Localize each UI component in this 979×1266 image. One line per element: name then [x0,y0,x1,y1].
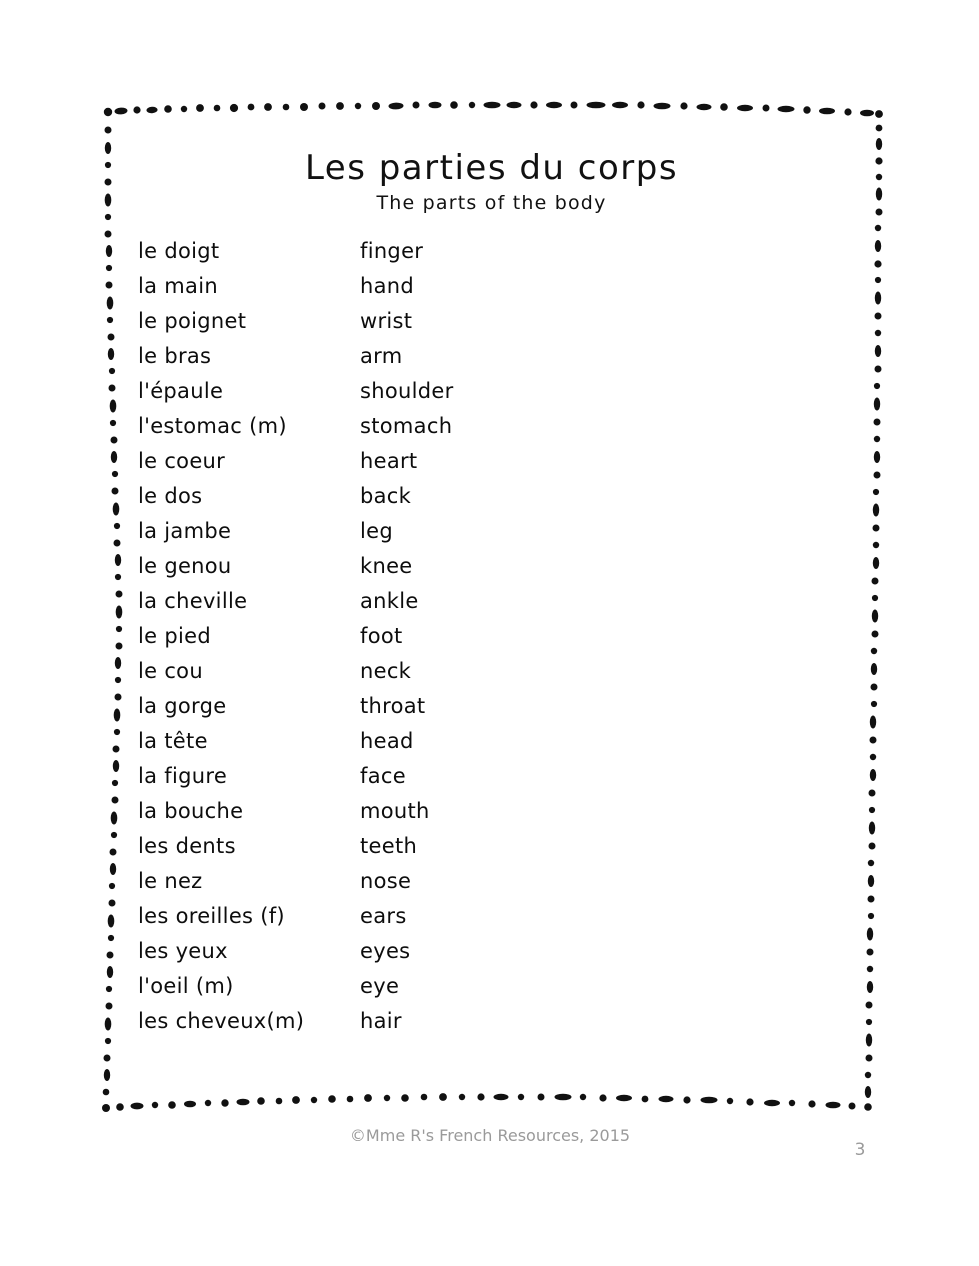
vocab-french: les cheveux(m) [138,1009,305,1033]
vocab-french: le coeur [138,449,226,473]
vocab-english: teeth [360,834,418,858]
vocab-french: la jambe [138,519,232,543]
vocab-french: le poignet [138,309,247,333]
vocab-row [138,939,838,974]
vocab-french: la figure [138,764,228,788]
vocab-english: hand [360,274,415,298]
vocab-french: la gorge [138,694,227,718]
vocab-row [138,484,838,519]
vocab-french: la tête [138,729,208,753]
vocab-row [138,694,838,729]
vocab-row [138,309,838,344]
vocab-english: neck [360,659,412,683]
vocab-english: hair [360,1009,402,1033]
vocab-french: le dos [138,484,203,508]
vocab-french: les oreilles (f) [138,904,285,928]
vocab-row [138,1009,838,1044]
vocab-row [138,519,838,554]
vocab-french: l'oeil (m) [138,974,234,998]
vocab-english: finger [360,239,424,263]
vocab-row [138,974,838,1009]
page-number: 3 [854,1140,866,1160]
vocab-english: mouth [360,799,430,823]
vocab-row [138,449,838,484]
vocab-row [138,764,838,799]
vocab-row [138,834,838,869]
worksheet-content [104,104,879,1112]
vocab-french: la bouche [138,799,244,823]
vocab-row [138,904,838,939]
vocab-english: nose [360,869,412,893]
vocab-row [138,554,838,589]
vocab-english: throat [360,694,426,718]
vocab-french: la cheville [138,589,248,613]
vocab-french: la main [138,274,218,298]
vocab-row [138,869,838,904]
vocab-french: le doigt [138,239,220,263]
vocab-english: foot [360,624,403,648]
vocab-english: head [360,729,414,753]
vocab-english: leg [360,519,393,543]
vocab-row [138,379,838,414]
vocab-row [138,239,838,274]
vocab-french: le pied [138,624,211,648]
vocab-english: heart [360,449,418,473]
vocab-french: le nez [138,869,203,893]
vocab-english: back [360,484,412,508]
vocab-english: eyes [360,939,411,963]
vocab-row [138,659,838,694]
vocab-french: les dents [138,834,236,858]
vocab-row [138,729,838,764]
vocab-english: ankle [360,589,419,613]
vocab-row [138,414,838,449]
vocab-english: knee [360,554,413,578]
vocab-row [138,274,838,309]
vocab-french: l'épaule [138,379,224,403]
page-subtitle: The parts of the body [376,192,607,214]
vocab-row [138,624,838,659]
vocab-english: arm [360,344,403,368]
page-title: Les parties du corps [304,148,679,188]
vocab-english: eye [360,974,400,998]
vocab-row [138,589,838,624]
vocab-english: wrist [360,309,413,333]
vocab-french: le genou [138,554,232,578]
vocab-english: stomach [360,414,453,438]
vocab-english: shoulder [360,379,454,403]
vocab-row [138,344,838,379]
vocab-french: les yeux [138,939,228,963]
vocab-french: le cou [138,659,203,683]
vocabulary-list [138,239,838,1044]
vocab-english: ears [360,904,407,928]
vocab-row [138,799,838,834]
vocab-french: l'estomac (m) [138,414,287,438]
vocab-french: le bras [138,344,212,368]
copyright-credit: ©Mme R's French Resources, 2015 [349,1126,631,1145]
vocab-english: face [360,764,406,788]
